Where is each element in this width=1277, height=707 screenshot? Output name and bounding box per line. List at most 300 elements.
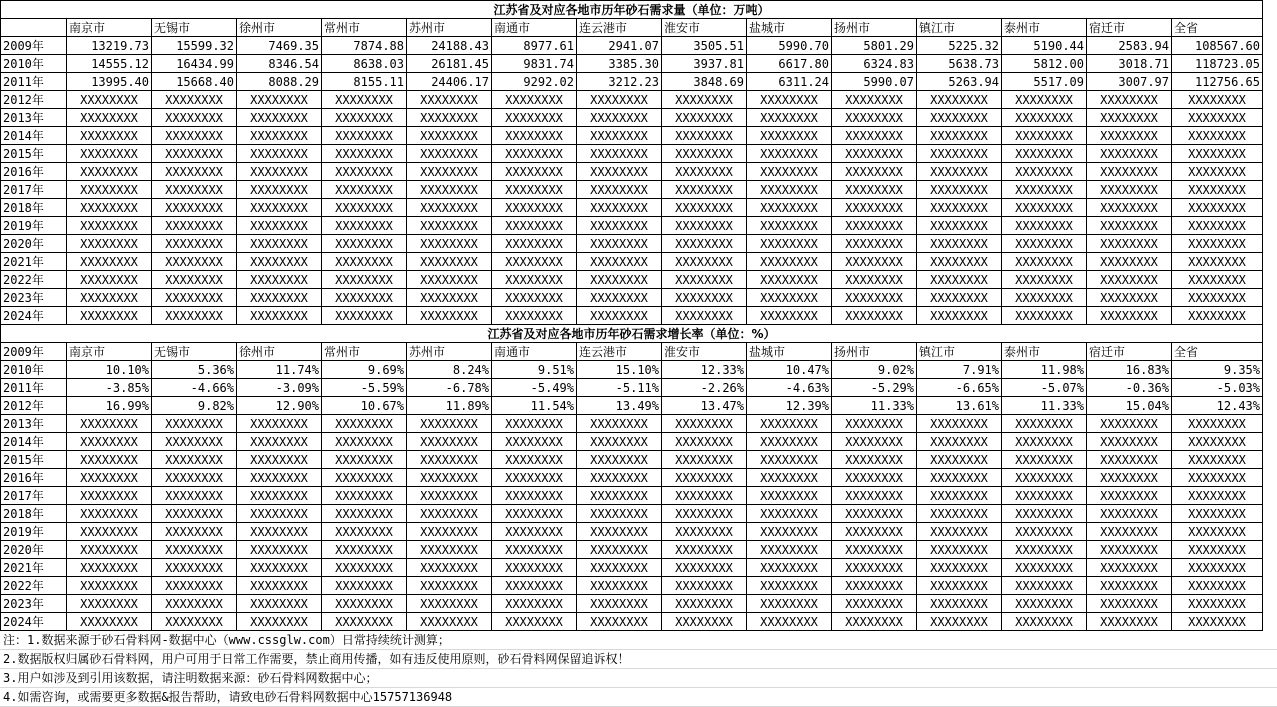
data-cell[interactable]: XXXXXXXX <box>1087 577 1172 595</box>
data-cell[interactable]: 112756.65 <box>1172 73 1263 91</box>
data-cell[interactable]: XXXXXXXX <box>747 253 832 271</box>
data-cell[interactable]: 10.67% <box>322 397 407 415</box>
data-cell[interactable]: XXXXXXXX <box>832 217 917 235</box>
data-cell[interactable]: XXXXXXXX <box>237 541 322 559</box>
data-cell[interactable]: XXXXXXXX <box>322 433 407 451</box>
data-cell[interactable]: XXXXXXXX <box>67 253 152 271</box>
data-cell[interactable]: XXXXXXXX <box>1172 199 1263 217</box>
data-cell[interactable]: XXXXXXXX <box>67 577 152 595</box>
year-cell[interactable]: 2012年 <box>1 91 67 109</box>
data-cell[interactable]: XXXXXXXX <box>1172 415 1263 433</box>
data-cell[interactable]: XXXXXXXX <box>747 163 832 181</box>
data-cell[interactable]: XXXXXXXX <box>747 595 832 613</box>
data-cell[interactable]: XXXXXXXX <box>832 451 917 469</box>
data-cell[interactable]: XXXXXXXX <box>917 307 1002 325</box>
data-cell[interactable]: XXXXXXXX <box>832 253 917 271</box>
data-cell[interactable]: 3505.51 <box>662 37 747 55</box>
data-cell[interactable]: 3018.71 <box>1087 55 1172 73</box>
data-cell[interactable]: -5.49% <box>492 379 577 397</box>
data-cell[interactable]: XXXXXXXX <box>152 271 237 289</box>
data-cell[interactable]: XXXXXXXX <box>832 181 917 199</box>
year-cell[interactable]: 2023年 <box>1 595 67 613</box>
data-cell[interactable]: XXXXXXXX <box>67 451 152 469</box>
data-cell[interactable]: XXXXXXXX <box>832 523 917 541</box>
data-cell[interactable]: XXXXXXXX <box>492 505 577 523</box>
data-cell[interactable]: 8155.11 <box>322 73 407 91</box>
data-cell[interactable]: -6.65% <box>917 379 1002 397</box>
data-cell[interactable]: XXXXXXXX <box>917 253 1002 271</box>
data-cell[interactable]: XXXXXXXX <box>407 253 492 271</box>
data-cell[interactable]: XXXXXXXX <box>747 613 832 631</box>
data-cell[interactable]: XXXXXXXX <box>917 415 1002 433</box>
data-cell[interactable]: 11.54% <box>492 397 577 415</box>
data-cell[interactable]: XXXXXXXX <box>152 91 237 109</box>
data-cell[interactable]: XXXXXXXX <box>1087 289 1172 307</box>
data-cell[interactable]: 9.35% <box>1172 361 1263 379</box>
data-cell[interactable]: XXXXXXXX <box>917 523 1002 541</box>
data-cell[interactable]: XXXXXXXX <box>1087 469 1172 487</box>
data-cell[interactable]: XXXXXXXX <box>1172 451 1263 469</box>
data-cell[interactable]: XXXXXXXX <box>832 433 917 451</box>
data-cell[interactable]: XXXXXXXX <box>1002 451 1087 469</box>
data-cell[interactable]: 5.36% <box>152 361 237 379</box>
data-cell[interactable]: XXXXXXXX <box>662 217 747 235</box>
data-cell[interactable]: XXXXXXXX <box>662 199 747 217</box>
column-header-cell[interactable]: 扬州市 <box>832 343 917 361</box>
data-cell[interactable]: XXXXXXXX <box>1172 469 1263 487</box>
data-cell[interactable]: XXXXXXXX <box>577 469 662 487</box>
column-header-cell[interactable]: 无锡市 <box>152 343 237 361</box>
column-header-cell[interactable]: 盐城市 <box>747 343 832 361</box>
data-cell[interactable]: XXXXXXXX <box>322 109 407 127</box>
year-cell[interactable]: 2016年 <box>1 163 67 181</box>
data-cell[interactable]: XXXXXXXX <box>322 451 407 469</box>
data-cell[interactable]: XXXXXXXX <box>1087 235 1172 253</box>
data-cell[interactable]: XXXXXXXX <box>747 109 832 127</box>
data-cell[interactable]: XXXXXXXX <box>917 217 1002 235</box>
data-cell[interactable]: 5225.32 <box>917 37 1002 55</box>
year-cell[interactable]: 2013年 <box>1 415 67 433</box>
data-cell[interactable]: XXXXXXXX <box>67 127 152 145</box>
data-cell[interactable]: -3.85% <box>67 379 152 397</box>
data-cell[interactable]: XXXXXXXX <box>1087 505 1172 523</box>
data-cell[interactable]: XXXXXXXX <box>237 307 322 325</box>
year-cell[interactable]: 2011年 <box>1 73 67 91</box>
data-cell[interactable]: 13.61% <box>917 397 1002 415</box>
data-cell[interactable]: XXXXXXXX <box>747 541 832 559</box>
data-cell[interactable]: 5638.73 <box>917 55 1002 73</box>
data-cell[interactable]: XXXXXXXX <box>237 145 322 163</box>
data-cell[interactable]: XXXXXXXX <box>407 235 492 253</box>
data-cell[interactable]: XXXXXXXX <box>322 505 407 523</box>
data-cell[interactable]: 12.43% <box>1172 397 1263 415</box>
data-cell[interactable]: XXXXXXXX <box>407 109 492 127</box>
data-cell[interactable]: XXXXXXXX <box>1087 91 1172 109</box>
data-cell[interactable]: XXXXXXXX <box>832 91 917 109</box>
data-cell[interactable]: XXXXXXXX <box>492 109 577 127</box>
data-cell[interactable]: XXXXXXXX <box>1002 199 1087 217</box>
data-cell[interactable]: XXXXXXXX <box>67 145 152 163</box>
data-cell[interactable]: XXXXXXXX <box>407 91 492 109</box>
column-header-cell[interactable]: 宿迁市 <box>1087 19 1172 37</box>
data-cell[interactable]: XXXXXXXX <box>1087 181 1172 199</box>
data-cell[interactable]: XXXXXXXX <box>662 559 747 577</box>
data-cell[interactable]: XXXXXXXX <box>152 523 237 541</box>
data-cell[interactable]: XXXXXXXX <box>407 577 492 595</box>
data-cell[interactable]: XXXXXXXX <box>237 505 322 523</box>
data-cell[interactable]: XXXXXXXX <box>577 163 662 181</box>
data-cell[interactable]: XXXXXXXX <box>832 235 917 253</box>
column-header-cell[interactable]: 泰州市 <box>1002 343 1087 361</box>
data-cell[interactable]: XXXXXXXX <box>67 307 152 325</box>
header-corner-cell[interactable] <box>1 19 67 37</box>
data-cell[interactable]: XXXXXXXX <box>917 163 1002 181</box>
data-cell[interactable]: XXXXXXXX <box>577 307 662 325</box>
data-cell[interactable]: XXXXXXXX <box>407 181 492 199</box>
data-cell[interactable]: XXXXXXXX <box>662 163 747 181</box>
data-cell[interactable]: XXXXXXXX <box>152 253 237 271</box>
data-cell[interactable]: XXXXXXXX <box>747 307 832 325</box>
data-cell[interactable]: XXXXXXXX <box>832 307 917 325</box>
data-cell[interactable]: 108567.60 <box>1172 37 1263 55</box>
column-header-cell[interactable]: 镇江市 <box>917 343 1002 361</box>
year-cell[interactable]: 2014年 <box>1 127 67 145</box>
data-cell[interactable]: XXXXXXXX <box>917 145 1002 163</box>
data-cell[interactable]: XXXXXXXX <box>577 127 662 145</box>
data-cell[interactable]: XXXXXXXX <box>152 505 237 523</box>
data-cell[interactable]: XXXXXXXX <box>832 109 917 127</box>
data-cell[interactable]: XXXXXXXX <box>1002 253 1087 271</box>
data-cell[interactable]: XXXXXXXX <box>492 487 577 505</box>
data-cell[interactable]: XXXXXXXX <box>407 127 492 145</box>
data-cell[interactable]: XXXXXXXX <box>662 307 747 325</box>
data-cell[interactable]: XXXXXXXX <box>917 613 1002 631</box>
year-cell[interactable]: 2023年 <box>1 289 67 307</box>
data-cell[interactable]: XXXXXXXX <box>407 289 492 307</box>
data-cell[interactable]: XXXXXXXX <box>832 613 917 631</box>
data-cell[interactable]: 7469.35 <box>237 37 322 55</box>
data-cell[interactable]: XXXXXXXX <box>1087 145 1172 163</box>
data-cell[interactable]: XXXXXXXX <box>1172 487 1263 505</box>
table-title[interactable]: 江苏省及对应各地市历年砂石需求增长率（单位：%） <box>1 325 1263 343</box>
data-cell[interactable]: XXXXXXXX <box>917 181 1002 199</box>
data-cell[interactable]: 16434.99 <box>152 55 237 73</box>
data-cell[interactable]: XXXXXXXX <box>492 145 577 163</box>
data-cell[interactable]: 26181.45 <box>407 55 492 73</box>
data-cell[interactable]: XXXXXXXX <box>1087 523 1172 541</box>
data-cell[interactable]: 16.99% <box>67 397 152 415</box>
data-cell[interactable]: XXXXXXXX <box>577 415 662 433</box>
year-cell[interactable]: 2022年 <box>1 271 67 289</box>
data-cell[interactable]: XXXXXXXX <box>322 235 407 253</box>
data-cell[interactable]: 118723.05 <box>1172 55 1263 73</box>
data-cell[interactable]: XXXXXXXX <box>152 235 237 253</box>
data-cell[interactable]: XXXXXXXX <box>67 595 152 613</box>
data-cell[interactable]: XXXXXXXX <box>237 433 322 451</box>
data-cell[interactable]: XXXXXXXX <box>322 541 407 559</box>
data-cell[interactable]: XXXXXXXX <box>492 541 577 559</box>
data-cell[interactable]: XXXXXXXX <box>917 577 1002 595</box>
data-cell[interactable]: XXXXXXXX <box>1087 307 1172 325</box>
data-cell[interactable]: XXXXXXXX <box>322 469 407 487</box>
data-cell[interactable]: XXXXXXXX <box>1172 271 1263 289</box>
data-cell[interactable]: XXXXXXXX <box>152 541 237 559</box>
data-cell[interactable]: -0.36% <box>1087 379 1172 397</box>
data-cell[interactable]: 2583.94 <box>1087 37 1172 55</box>
year-cell[interactable]: 2024年 <box>1 307 67 325</box>
data-cell[interactable]: 9.69% <box>322 361 407 379</box>
data-cell[interactable]: XXXXXXXX <box>832 271 917 289</box>
data-cell[interactable]: XXXXXXXX <box>577 217 662 235</box>
column-header-cell[interactable]: 徐州市 <box>237 343 322 361</box>
data-cell[interactable]: XXXXXXXX <box>1172 289 1263 307</box>
year-cell[interactable]: 2021年 <box>1 253 67 271</box>
data-cell[interactable]: XXXXXXXX <box>662 541 747 559</box>
data-cell[interactable]: XXXXXXXX <box>1172 163 1263 181</box>
data-cell[interactable]: XXXXXXXX <box>662 109 747 127</box>
data-cell[interactable]: XXXXXXXX <box>237 451 322 469</box>
data-cell[interactable]: XXXXXXXX <box>407 415 492 433</box>
data-cell[interactable]: XXXXXXXX <box>152 163 237 181</box>
data-cell[interactable]: XXXXXXXX <box>917 541 1002 559</box>
data-cell[interactable]: XXXXXXXX <box>1002 595 1087 613</box>
data-cell[interactable]: XXXXXXXX <box>917 127 1002 145</box>
data-cell[interactable]: XXXXXXXX <box>662 181 747 199</box>
data-cell[interactable]: XXXXXXXX <box>407 451 492 469</box>
data-cell[interactable]: 13995.40 <box>67 73 152 91</box>
data-cell[interactable]: XXXXXXXX <box>662 91 747 109</box>
data-cell[interactable]: 12.39% <box>747 397 832 415</box>
data-cell[interactable]: XXXXXXXX <box>237 253 322 271</box>
data-cell[interactable]: XXXXXXXX <box>1172 91 1263 109</box>
data-cell[interactable]: XXXXXXXX <box>322 163 407 181</box>
data-cell[interactable]: XXXXXXXX <box>832 199 917 217</box>
data-cell[interactable]: XXXXXXXX <box>577 505 662 523</box>
data-cell[interactable]: XXXXXXXX <box>577 613 662 631</box>
data-cell[interactable]: XXXXXXXX <box>407 199 492 217</box>
data-cell[interactable]: XXXXXXXX <box>237 523 322 541</box>
data-cell[interactable]: 24188.43 <box>407 37 492 55</box>
column-header-cell[interactable]: 全省 <box>1172 19 1263 37</box>
column-header-cell[interactable]: 连云港市 <box>577 343 662 361</box>
data-cell[interactable]: XXXXXXXX <box>1172 559 1263 577</box>
data-cell[interactable]: -5.11% <box>577 379 662 397</box>
data-cell[interactable]: XXXXXXXX <box>492 289 577 307</box>
data-cell[interactable]: XXXXXXXX <box>747 289 832 307</box>
data-cell[interactable]: XXXXXXXX <box>662 289 747 307</box>
data-cell[interactable]: XXXXXXXX <box>322 253 407 271</box>
data-cell[interactable]: XXXXXXXX <box>1087 433 1172 451</box>
data-cell[interactable]: XXXXXXXX <box>237 199 322 217</box>
data-cell[interactable]: XXXXXXXX <box>917 433 1002 451</box>
year-cell[interactable]: 2022年 <box>1 577 67 595</box>
data-cell[interactable]: XXXXXXXX <box>832 289 917 307</box>
column-header-cell[interactable]: 淮安市 <box>662 19 747 37</box>
data-cell[interactable]: XXXXXXXX <box>1002 577 1087 595</box>
year-cell[interactable]: 2015年 <box>1 451 67 469</box>
year-cell[interactable]: 2024年 <box>1 613 67 631</box>
data-cell[interactable]: XXXXXXXX <box>407 217 492 235</box>
data-cell[interactable]: XXXXXXXX <box>1087 109 1172 127</box>
year-cell[interactable]: 2010年 <box>1 55 67 73</box>
data-cell[interactable]: XXXXXXXX <box>917 451 1002 469</box>
data-cell[interactable]: XXXXXXXX <box>492 91 577 109</box>
data-cell[interactable]: XXXXXXXX <box>237 577 322 595</box>
data-cell[interactable]: XXXXXXXX <box>492 253 577 271</box>
column-header-cell[interactable]: 扬州市 <box>832 19 917 37</box>
data-cell[interactable]: XXXXXXXX <box>237 127 322 145</box>
data-cell[interactable]: XXXXXXXX <box>577 559 662 577</box>
data-cell[interactable]: XXXXXXXX <box>1087 217 1172 235</box>
data-cell[interactable]: XXXXXXXX <box>917 91 1002 109</box>
data-cell[interactable]: XXXXXXXX <box>67 505 152 523</box>
data-cell[interactable]: XXXXXXXX <box>492 217 577 235</box>
data-cell[interactable]: XXXXXXXX <box>492 199 577 217</box>
data-cell[interactable]: XXXXXXXX <box>152 181 237 199</box>
data-cell[interactable]: XXXXXXXX <box>67 433 152 451</box>
data-cell[interactable]: XXXXXXXX <box>1172 577 1263 595</box>
data-cell[interactable]: XXXXXXXX <box>237 181 322 199</box>
data-cell[interactable]: XXXXXXXX <box>1087 271 1172 289</box>
data-cell[interactable]: XXXXXXXX <box>152 289 237 307</box>
data-cell[interactable]: XXXXXXXX <box>1002 127 1087 145</box>
data-cell[interactable]: XXXXXXXX <box>407 469 492 487</box>
data-cell[interactable]: XXXXXXXX <box>492 127 577 145</box>
column-header-cell[interactable]: 宿迁市 <box>1087 343 1172 361</box>
data-cell[interactable]: 15.10% <box>577 361 662 379</box>
data-cell[interactable]: 9292.02 <box>492 73 577 91</box>
data-cell[interactable]: XXXXXXXX <box>662 613 747 631</box>
data-cell[interactable]: XXXXXXXX <box>1002 145 1087 163</box>
data-cell[interactable]: 13.49% <box>577 397 662 415</box>
data-cell[interactable]: 13.47% <box>662 397 747 415</box>
year-cell[interactable]: 2020年 <box>1 235 67 253</box>
data-cell[interactable]: XXXXXXXX <box>1087 199 1172 217</box>
data-cell[interactable]: XXXXXXXX <box>917 289 1002 307</box>
data-cell[interactable]: XXXXXXXX <box>152 613 237 631</box>
data-cell[interactable]: XXXXXXXX <box>407 595 492 613</box>
data-cell[interactable]: XXXXXXXX <box>67 199 152 217</box>
data-cell[interactable]: XXXXXXXX <box>917 109 1002 127</box>
column-header-cell[interactable]: 苏州市 <box>407 19 492 37</box>
data-cell[interactable]: XXXXXXXX <box>577 523 662 541</box>
data-cell[interactable]: XXXXXXXX <box>492 595 577 613</box>
column-header-cell[interactable]: 南京市 <box>67 19 152 37</box>
data-cell[interactable]: XXXXXXXX <box>577 577 662 595</box>
column-header-cell[interactable]: 无锡市 <box>152 19 237 37</box>
data-cell[interactable]: XXXXXXXX <box>152 433 237 451</box>
data-cell[interactable]: XXXXXXXX <box>577 595 662 613</box>
data-cell[interactable]: 5517.09 <box>1002 73 1087 91</box>
data-cell[interactable]: XXXXXXXX <box>492 415 577 433</box>
data-cell[interactable]: XXXXXXXX <box>407 307 492 325</box>
data-cell[interactable]: XXXXXXXX <box>662 577 747 595</box>
data-cell[interactable]: -5.59% <box>322 379 407 397</box>
data-cell[interactable]: 12.33% <box>662 361 747 379</box>
data-cell[interactable]: XXXXXXXX <box>322 487 407 505</box>
data-cell[interactable]: XXXXXXXX <box>237 415 322 433</box>
data-cell[interactable]: XXXXXXXX <box>662 523 747 541</box>
data-cell[interactable]: XXXXXXXX <box>322 271 407 289</box>
data-cell[interactable]: 10.47% <box>747 361 832 379</box>
data-cell[interactable]: XXXXXXXX <box>237 109 322 127</box>
data-cell[interactable]: XXXXXXXX <box>492 469 577 487</box>
data-cell[interactable]: XXXXXXXX <box>832 163 917 181</box>
data-cell[interactable]: XXXXXXXX <box>832 595 917 613</box>
data-cell[interactable]: -5.03% <box>1172 379 1263 397</box>
data-cell[interactable]: XXXXXXXX <box>1002 91 1087 109</box>
column-header-cell[interactable]: 全省 <box>1172 343 1263 361</box>
data-cell[interactable]: XXXXXXXX <box>492 559 577 577</box>
data-cell[interactable]: XXXXXXXX <box>577 235 662 253</box>
data-cell[interactable]: XXXXXXXX <box>1087 541 1172 559</box>
data-cell[interactable]: XXXXXXXX <box>407 559 492 577</box>
note-line[interactable]: 4.如需咨询，或需要更多数据&报告帮助，请致电砂石骨料网数据中心15757136948 <box>0 688 1277 707</box>
data-cell[interactable]: XXXXXXXX <box>1087 127 1172 145</box>
data-cell[interactable]: XXXXXXXX <box>747 217 832 235</box>
data-cell[interactable]: XXXXXXXX <box>832 487 917 505</box>
data-cell[interactable]: XXXXXXXX <box>747 199 832 217</box>
header-corner-cell[interactable]: 2009年 <box>1 343 67 361</box>
data-cell[interactable]: XXXXXXXX <box>1087 613 1172 631</box>
data-cell[interactable]: XXXXXXXX <box>152 145 237 163</box>
data-cell[interactable]: XXXXXXXX <box>1002 559 1087 577</box>
data-cell[interactable]: XXXXXXXX <box>152 109 237 127</box>
data-cell[interactable]: XXXXXXXX <box>662 235 747 253</box>
data-cell[interactable]: -6.78% <box>407 379 492 397</box>
data-cell[interactable]: XXXXXXXX <box>407 163 492 181</box>
data-cell[interactable]: XXXXXXXX <box>1002 523 1087 541</box>
data-cell[interactable]: 8346.54 <box>237 55 322 73</box>
data-cell[interactable]: XXXXXXXX <box>237 613 322 631</box>
data-cell[interactable]: XXXXXXXX <box>1087 559 1172 577</box>
data-cell[interactable]: 16.83% <box>1087 361 1172 379</box>
data-cell[interactable]: XXXXXXXX <box>152 577 237 595</box>
year-cell[interactable]: 2017年 <box>1 181 67 199</box>
data-cell[interactable]: 13219.73 <box>67 37 152 55</box>
data-cell[interactable]: XXXXXXXX <box>662 415 747 433</box>
data-cell[interactable]: XXXXXXXX <box>152 595 237 613</box>
data-cell[interactable]: XXXXXXXX <box>407 613 492 631</box>
data-cell[interactable]: XXXXXXXX <box>492 307 577 325</box>
data-cell[interactable]: XXXXXXXX <box>917 199 1002 217</box>
data-cell[interactable]: XXXXXXXX <box>322 181 407 199</box>
data-cell[interactable]: 2941.07 <box>577 37 662 55</box>
data-cell[interactable]: XXXXXXXX <box>322 415 407 433</box>
data-cell[interactable]: XXXXXXXX <box>1172 109 1263 127</box>
data-cell[interactable]: XXXXXXXX <box>1002 271 1087 289</box>
data-cell[interactable]: 7874.88 <box>322 37 407 55</box>
data-cell[interactable]: XXXXXXXX <box>237 235 322 253</box>
data-cell[interactable]: XXXXXXXX <box>832 577 917 595</box>
column-header-cell[interactable]: 苏州市 <box>407 343 492 361</box>
data-cell[interactable]: 11.33% <box>1002 397 1087 415</box>
column-header-cell[interactable]: 泰州市 <box>1002 19 1087 37</box>
data-cell[interactable]: XXXXXXXX <box>322 307 407 325</box>
data-cell[interactable]: XXXXXXXX <box>747 235 832 253</box>
year-cell[interactable]: 2019年 <box>1 523 67 541</box>
data-cell[interactable]: 8.24% <box>407 361 492 379</box>
column-header-cell[interactable]: 镇江市 <box>917 19 1002 37</box>
data-cell[interactable]: XXXXXXXX <box>237 271 322 289</box>
data-cell[interactable]: XXXXXXXX <box>747 451 832 469</box>
data-cell[interactable]: 9.51% <box>492 361 577 379</box>
data-cell[interactable]: XXXXXXXX <box>237 487 322 505</box>
data-cell[interactable]: XXXXXXXX <box>577 289 662 307</box>
data-cell[interactable]: XXXXXXXX <box>1002 415 1087 433</box>
note-line[interactable]: 2.数据版权归属砂石骨料网，用户可用于日常工作需要，禁止商用传播，如有违反使用原则，砂石骨料网保留追诉权！ <box>0 650 1277 669</box>
note-line[interactable]: 注：1.数据来源于砂石骨料网-数据中心（www.cssglw.com）日常持续统计测算； <box>0 631 1277 650</box>
